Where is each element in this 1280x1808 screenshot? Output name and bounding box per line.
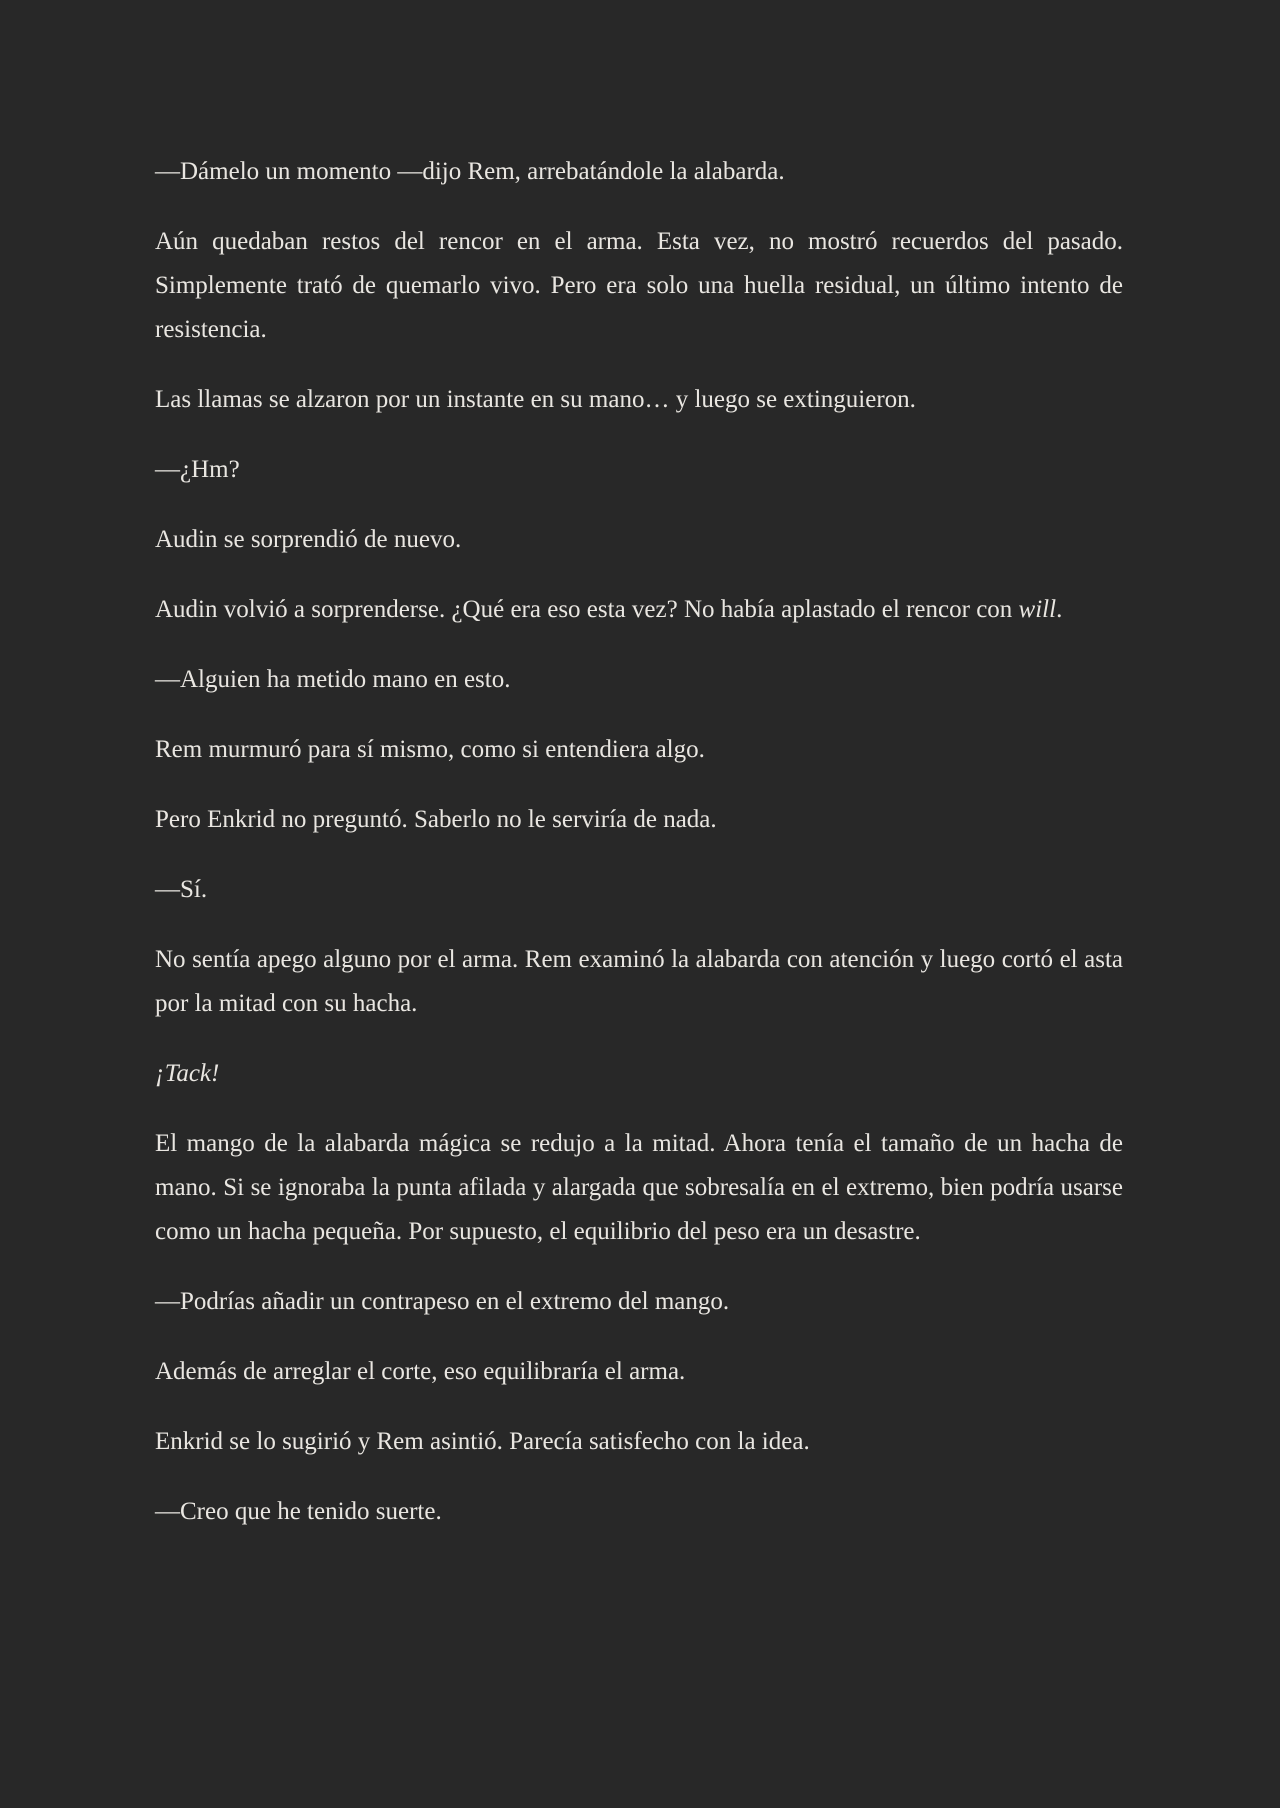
reading-page — [155, 150, 1123, 1560]
paragraph-10: —Sí. — [155, 876, 208, 903]
paragraph-14: —Podrías añadir un contrapeso en el extremo del mango. — [155, 1288, 730, 1315]
paragraph-7: —Alguien ha metido mano en esto. — [155, 666, 511, 693]
paragraph-6-period: . — [1056, 596, 1063, 623]
paragraph-3: Las llamas se alzaron por un instante en su mano… y luego se extinguieron. — [155, 386, 916, 413]
paragraph-6-text: Audin volvió a sorprenderse. ¿Qué era eso esta vez? No había aplastado el rencor con — [155, 596, 1013, 623]
paragraph-15: Además de arreglar el corte, eso equilibraría el arma. — [155, 1358, 686, 1385]
paragraph-11: No sentía apego alguno por el arma. Rem examinó la alabarda con atención y luego cortó el asta por la mitad con su hacha. — [155, 946, 1123, 1017]
paragraph-2: Aún quedaban restos del rencor en el arma. Esta vez, no mostró recuerdos del pasado. Simplemente trató de quemarlo vivo. Pero era solo una huella residual, un último intento de resistencia. — [155, 228, 1123, 343]
paragraph-17: —Creo que he tenido suerte. — [155, 1498, 442, 1525]
paragraph-6 — [155, 588, 1123, 632]
paragraph-12-sound-effect: ¡Tack! — [155, 1060, 220, 1087]
paragraph-5: Audin se sorprendió de nuevo. — [155, 526, 462, 553]
paragraph-16: Enkrid se lo sugirió y Rem asintió. Parecía satisfecho con la idea. — [155, 1428, 810, 1455]
paragraph-4: —¿Hm? — [155, 456, 240, 483]
paragraph-9: Pero Enkrid no preguntó. Saberlo no le serviría de nada. — [155, 806, 717, 833]
paragraph-1: —Dámelo un momento —dijo Rem, arrebatándole la alabarda. — [155, 158, 785, 185]
paragraph-13: El mango de la alabarda mágica se redujo a la mitad. Ahora tenía el tamaño de un hacha de mano. Si se ignoraba la punta afilada y alargada que sobresalía en el extremo, bien podría usarse como un hacha pequeña. Por supuesto, el equilibrio del peso era un desastre. — [155, 1130, 1123, 1245]
paragraph-8: Rem murmuró para sí mismo, como si entendiera algo. — [155, 736, 705, 763]
paragraph-6-italic-word: will — [1018, 596, 1057, 623]
